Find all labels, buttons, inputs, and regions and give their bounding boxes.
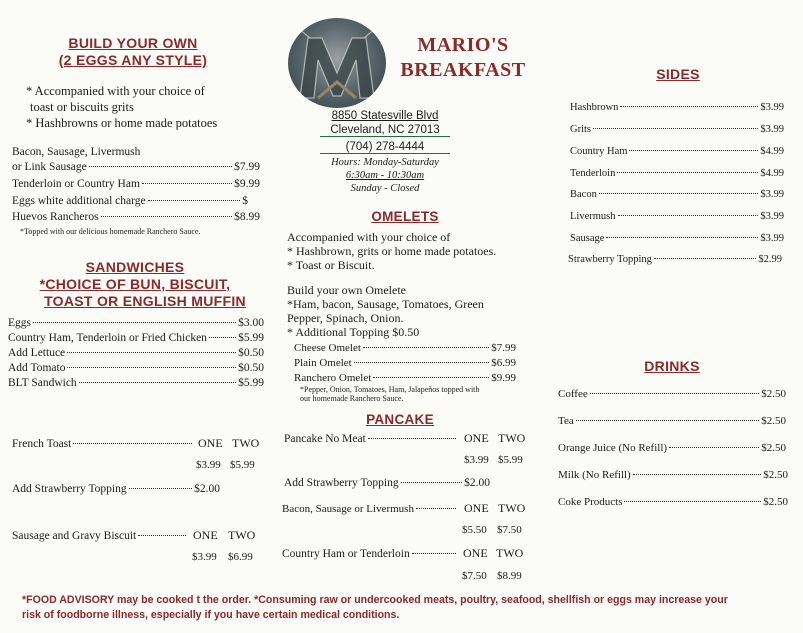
build-item: Tenderloin or Country Ham $9.99 [12,178,260,190]
build-title-2: (2 EGGS ANY STYLE) [58,52,208,68]
pancake-row: Bacon, Sausage or Livermush [282,503,458,515]
omelet-footnote-1: *Pepper, Onion, Tomatoes, Ham, Jalapeños topped with [300,385,480,394]
sandwiches-title-1: SANDWICHES [85,259,185,275]
french-toast-two: TWO [232,436,260,450]
pancake-price-two: $5.99 [498,454,523,466]
build-title-1: BUILD YOUR OWN [68,35,198,51]
drink-item: Coffee $2.50 [558,388,786,400]
pancake-price-one: $3.99 [464,454,489,466]
address-line-2: Cleveland, NC 27013 [320,124,450,137]
build-note-2: toast or biscuits grits [30,100,134,114]
french-toast-row: French Toast [12,438,194,450]
build-item-1-line1: Bacon, Sausage, Livermush [12,146,141,158]
sandwich-item: BLT Sandwich $5.99 [8,377,264,389]
drink-item: Orange Juice (No Refill) $2.50 [558,442,786,454]
sandwich-item: Add Tomato $0.50 [8,362,264,374]
sausage-gravy-one: ONE [193,528,218,542]
omelets-title: OMELETS [371,209,439,224]
build-note-1: * Accompanied with your choice of [26,84,205,98]
restaurant-name-1: MARIO'S [417,34,509,56]
omelets-line-4: Build your own Omelete [287,283,406,297]
pancake-row: Country Ham or Tenderloin [282,548,458,560]
sausage-gravy-two: TWO [228,528,256,542]
omelets-line-6: Pepper, Spinach, Onion. [287,311,404,325]
sides-title: SIDES [656,66,700,82]
side-item: Strawberry Topping $2.99 [568,254,782,265]
side-item: Country Ham $4.99 [570,146,784,157]
pancake-strawberry-row: Add Strawberry Topping $2.00 [284,477,490,489]
sandwich-item: Country Ham, Tenderloin or Fried Chicken $5.99 [8,332,264,344]
omelets-line-5: *Ham, bacon, Sausage, Tomatoes, Green [287,297,484,311]
phone-number: (704) 278-4444 [320,141,450,154]
omelets-line-7: * Additional Topping $0.50 [287,325,420,339]
side-item: Hashbrown $3.99 [570,102,784,113]
omelet-item: Cheese Omelet $7.99 [294,342,516,354]
omelet-item: Ranchero Omelet $9.99 [294,372,516,384]
french-toast-price-two: $5.99 [230,459,255,471]
build-note-3: * Hashbrowns or home made potatoes [26,116,218,130]
sausage-gravy-price-two: $6.99 [228,551,253,563]
side-item: Livermush $3.99 [570,211,784,222]
pancake-one: ONE [463,546,488,560]
pancake-one: ONE [464,501,489,515]
build-item: or Link Sausage $7.99 [12,161,260,173]
pancake-price-one: $5.50 [462,524,487,536]
omelets-line-3: * Toast or Biscuit. [287,258,375,272]
omelet-footnote-2: our homemade Ranchero Sauce. [300,394,404,403]
side-item: Tenderloin $4.99 [570,168,784,179]
restaurant-name-2: BREAKFAST [400,59,526,81]
food-advisory-line-1: *FOOD ADVISORY may be cooked t the order. *Consuming raw or undercooked meats, poultry, seafood, shellfish or eggs may increase your [22,594,728,606]
build-footnote: *Topped with our delicious homemade Ranchero Sauce. [20,227,201,236]
drink-item: Tea $2.50 [558,415,786,427]
side-item: Sausage $3.99 [570,233,784,244]
french-toast-price-one: $3.99 [196,459,221,471]
pancake-two: TWO [498,431,526,445]
pancake-two: TWO [496,546,524,560]
pancake-title: PANCAKE [366,412,434,427]
side-item: Bacon $3.99 [570,189,784,200]
sandwiches-title-2: *CHOICE OF BUN, BISCUIT, [39,276,231,292]
sausage-gravy-price-one: $3.99 [192,551,217,563]
side-item: Grits $3.99 [570,124,784,135]
left-strawberry-row: Add Strawberry Topping $2.00 [12,483,220,495]
sandwiches-title-3: TOAST OR ENGLISH MUFFIN [44,293,246,309]
sandwich-item: Add Lettuce $0.50 [8,347,264,359]
omelets-line-2: * Hashbrown, grits or home made potatoes. [287,244,497,258]
logo-monogram-icon [288,18,386,108]
omelets-line-1: Accompanied with your choice of [287,230,451,244]
hours-line-1: Hours: Monday-Saturday [331,157,439,168]
hours-line-2: 6:30am - 10:30am [345,170,425,181]
drinks-title: DRINKS [644,358,700,374]
hours-line-3: Sunday - Closed [350,183,420,194]
build-item: Huevos Rancheros $8.99 [12,211,260,223]
restaurant-logo [288,18,386,108]
pancake-one: ONE [464,431,489,445]
food-advisory-line-2: risk of foodborne illness, especially if you have certain medical conditions. [22,609,400,621]
pancake-row: Pancake No Meat [284,433,458,445]
drink-item: Milk (No Refill) $2.50 [558,469,788,481]
pancake-price-one: $7.50 [462,570,487,582]
sausage-gravy-row: Sausage and Gravy Biscuit [12,530,188,542]
build-item: Eggs white additional charge $ [12,195,248,207]
omelet-item: Plain Omelet $6.99 [294,357,516,369]
pancake-two: TWO [498,501,526,515]
address-line-1: 8850 Statesville Blvd [331,110,439,122]
drink-item: Coke Products $2.50 [558,496,788,508]
pancake-price-two: $8.99 [497,570,522,582]
french-toast-one: ONE [198,436,223,450]
sandwich-item: Eggs $3.00 [8,317,264,329]
pancake-price-two: $7.50 [497,524,522,536]
